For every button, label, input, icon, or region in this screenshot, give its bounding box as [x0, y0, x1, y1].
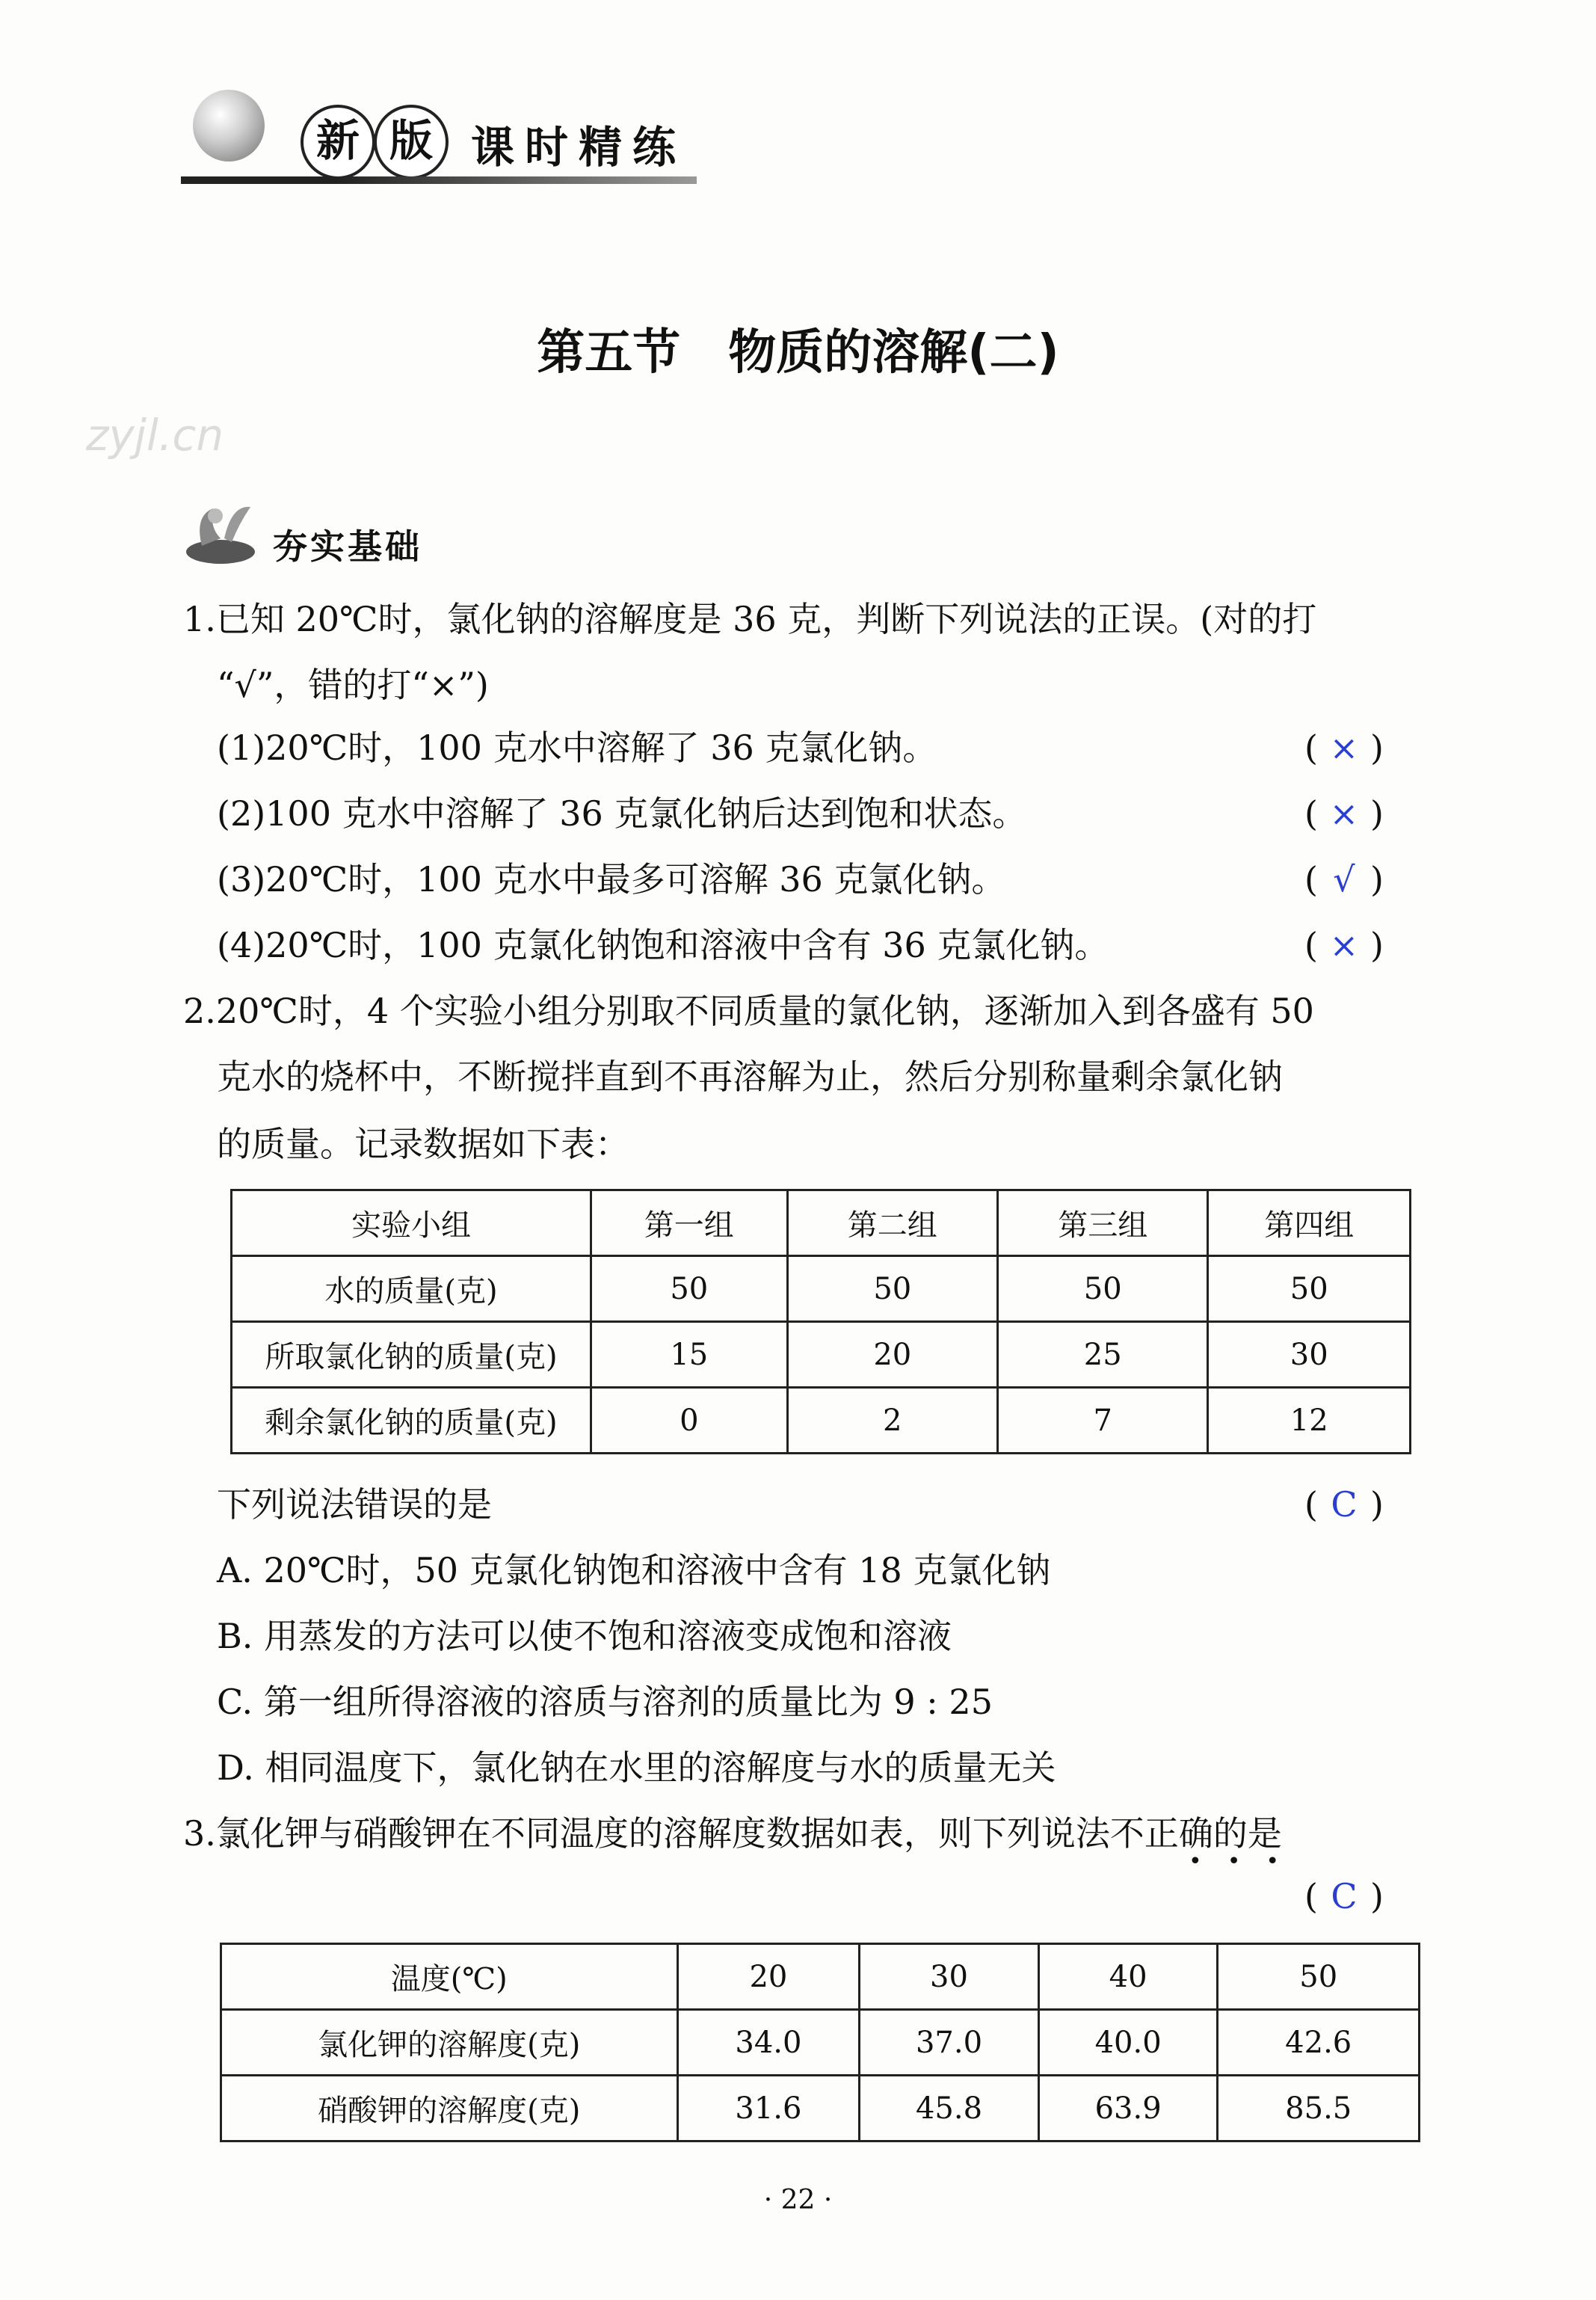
q3-cell: 85.5	[1218, 2076, 1420, 2141]
q2-cell: 25	[998, 1322, 1208, 1388]
q3-header-cell: 20	[677, 1944, 860, 2010]
q3-cell: 31.6	[677, 2076, 860, 2141]
table-row	[232, 1256, 1411, 1322]
q2-option-c: C. 第一组所得溶液的溶质与溶剂的质量比为 9 : 25	[217, 1682, 993, 1722]
q2-cell: 30	[1208, 1322, 1411, 1388]
book-title: 课时精练	[471, 122, 687, 173]
section-plant-icon	[179, 486, 262, 568]
q2-header-cell: 第三组	[998, 1190, 1208, 1256]
q2-header-cell: 第一组	[591, 1190, 788, 1256]
q2-cell: 50	[591, 1256, 788, 1322]
q2-stem-line1: 2.20℃时，4 个实验小组分别取不同质量的氯化钠，逐渐加入到各盛有 50	[183, 991, 1314, 1031]
table-row	[221, 2010, 1420, 2076]
page-title: 第五节 物质的溶解(二)	[537, 325, 1059, 381]
q2-header-cell: 实验小组	[232, 1190, 591, 1256]
header-circle-char-2: 版	[374, 105, 449, 179]
q2-cell: 50	[787, 1256, 997, 1322]
header-underline	[181, 176, 697, 184]
q2-cell: 50	[1208, 1256, 1411, 1322]
q3-header-cell: 温度(℃)	[221, 1944, 678, 2010]
q2-header-cell: 第二组	[787, 1190, 997, 1256]
table-row	[221, 2076, 1420, 2141]
q3-cell: 40.0	[1038, 2010, 1218, 2076]
q3-cell: 34.0	[677, 2010, 860, 2076]
q2-option-b: B. 用蒸发的方法可以使不饱和溶液变成饱和溶液	[217, 1616, 952, 1656]
q2-cell: 12	[1208, 1388, 1411, 1454]
q3-cell: 氯化钾的溶解度(克)	[221, 2010, 678, 2076]
q1-answer-3: ( √ )	[1304, 859, 1384, 900]
q3-header-cell: 30	[860, 1944, 1039, 2010]
q3-stem: 3.氯化钾与硝酸钾在不同温度的溶解度数据如表，则下列说法不正确的是	[183, 1813, 1282, 1854]
q2-cell: 7	[998, 1388, 1208, 1454]
q3-table-header-row	[221, 1944, 1420, 2010]
q2-answer: ( C )	[1304, 1484, 1384, 1525]
q3-table	[220, 1943, 1420, 2142]
q2-cell: 0	[591, 1388, 788, 1454]
q2-option-a: A. 20℃时，50 克氯化钠饱和溶液中含有 18 克氯化钠	[217, 1550, 1051, 1590]
q1-answer-1: ( × )	[1304, 728, 1384, 768]
header-circle-char-1: 新	[301, 105, 375, 179]
q2-stem-line3: 的质量。记录数据如下表：	[217, 1124, 629, 1164]
q3-cell: 硝酸钾的溶解度(克)	[221, 2076, 678, 2141]
q1-answer-2: ( × )	[1304, 793, 1384, 834]
q1-item-2: (2)100 克水中溶解了 36 克氯化钠后达到饱和状态。	[217, 793, 1027, 834]
q3-cell: 63.9	[1038, 2076, 1218, 2141]
q1-item-3: (3)20℃时，100 克水中最多可溶解 36 克氯化钠。	[217, 859, 1006, 900]
q2-table	[230, 1189, 1411, 1454]
emphasis-dots: •••	[1189, 1848, 1305, 1875]
q3-answer: ( C )	[1304, 1876, 1384, 1916]
q2-cell: 50	[998, 1256, 1208, 1322]
globe-logo-icon	[193, 90, 265, 162]
q2-cell: 20	[787, 1322, 997, 1388]
q2-cell: 2	[787, 1388, 997, 1454]
q1-item-1: (1)20℃时，100 克水中溶解了 36 克氯化钠。	[217, 728, 937, 768]
page-number: · 22 ·	[763, 2185, 833, 2216]
q2-stem-line2: 克水的烧杯中，不断搅拌直到不再溶解为止，然后分别称量剩余氯化钠	[217, 1057, 1283, 1097]
watermark: zyjl.cn	[86, 410, 224, 461]
q2-cell: 水的质量(克)	[232, 1256, 591, 1322]
q1-stem-line2: “√”，错的打“×”)	[217, 665, 489, 705]
q2-cell: 15	[591, 1322, 788, 1388]
q2-cell: 所取氯化钠的质量(克)	[232, 1322, 591, 1388]
table-row	[232, 1322, 1411, 1388]
q2-option-d: D. 相同温度下，氯化钠在水里的溶解度与水的质量无关	[217, 1747, 1056, 1788]
q2-header-cell: 第四组	[1208, 1190, 1411, 1256]
q1-stem-line1: 1.已知 20℃时，氯化钠的溶解度是 36 克，判断下列说法的正误。(对的打	[183, 599, 1317, 639]
q2-question: 下列说法错误的是	[217, 1484, 492, 1525]
q3-cell: 42.6	[1218, 2010, 1420, 2076]
q1-item-4: (4)20℃时，100 克氯化钠饱和溶液中含有 36 克氯化钠。	[217, 925, 1109, 965]
q3-header-cell: 50	[1218, 1944, 1420, 2010]
q3-cell: 37.0	[860, 2010, 1039, 2076]
section-title: 夯实基础	[273, 526, 422, 567]
q2-table-header-row	[232, 1190, 1411, 1256]
table-row	[232, 1388, 1411, 1454]
q2-cell: 剩余氯化钠的质量(克)	[232, 1388, 591, 1454]
q1-answer-4: ( × )	[1304, 925, 1384, 965]
q3-header-cell: 40	[1038, 1944, 1218, 2010]
q3-cell: 45.8	[860, 2076, 1039, 2141]
